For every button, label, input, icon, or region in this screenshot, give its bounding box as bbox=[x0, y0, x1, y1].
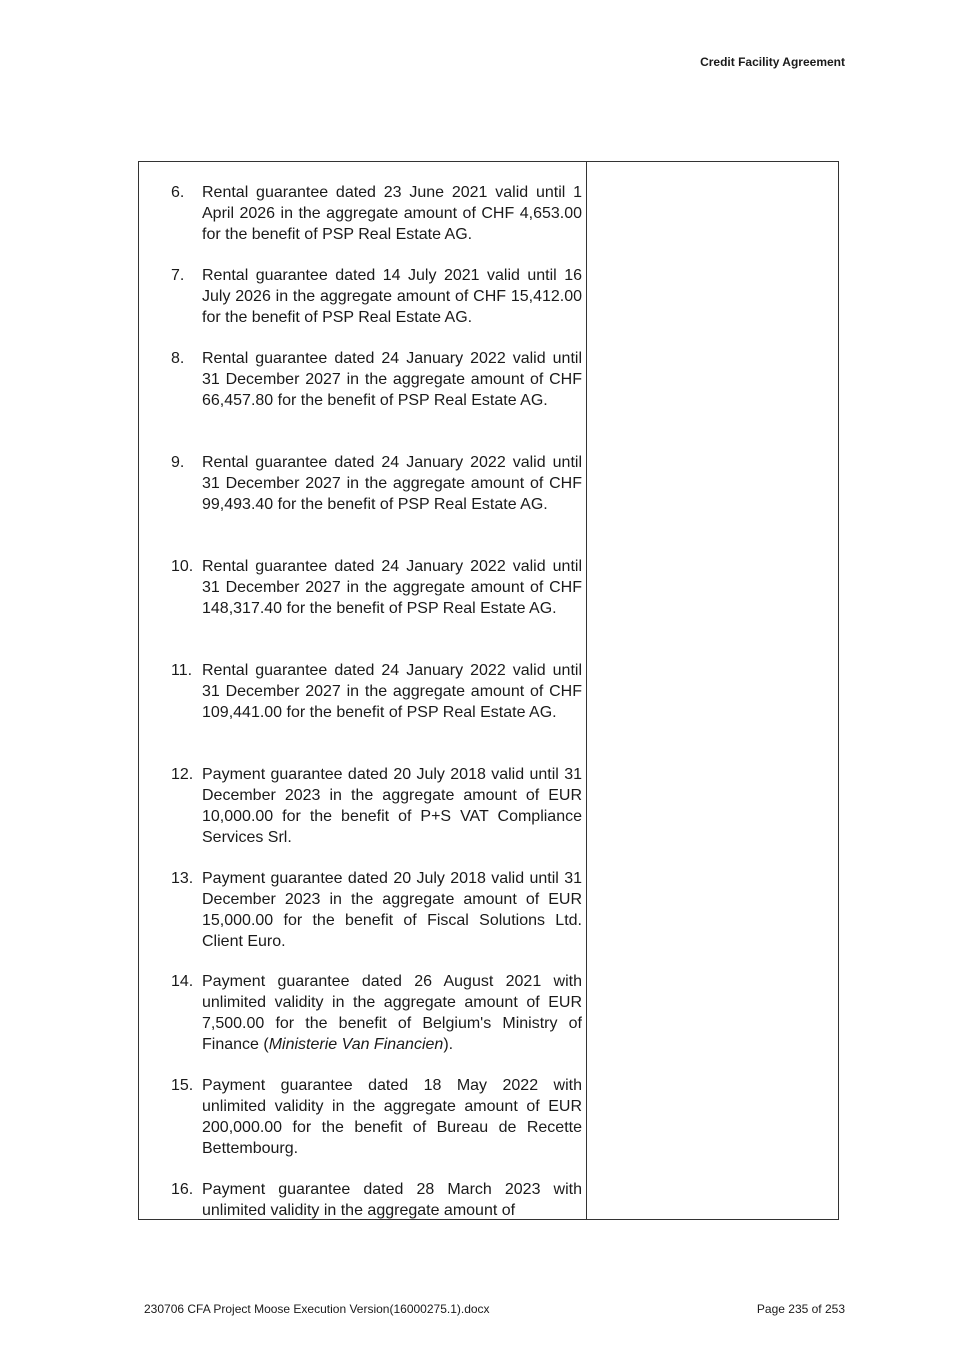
item-text-part: ). bbox=[443, 1036, 454, 1053]
footer-page-number: Page 235 of 253 bbox=[756, 1302, 845, 1316]
item-number: 12. bbox=[171, 766, 194, 783]
item-number: 9. bbox=[171, 454, 185, 471]
item-text: Payment guarantee dated 20 July 2018 valid until 31 December 2023 in the aggregate amount of EUR 10,000.00 for the benefit of P+S VAT Compliance Services Srl. bbox=[202, 766, 582, 846]
list-item bbox=[171, 660, 583, 723]
footer-filename: 230706 CFA Project Moose Execution Version(16000275.1).docx bbox=[144, 1302, 490, 1316]
item-number: 11. bbox=[171, 662, 193, 679]
document-header-title: Credit Facility Agreement bbox=[700, 55, 845, 69]
item-text: Payment guarantee dated 20 July 2018 valid until 31 December 2023 in the aggregate amount of EUR 15,000.00 for the benefit of Fiscal Solutions Ltd. Client Euro. bbox=[202, 870, 582, 950]
item-text: Payment guarantee dated 28 March 2023 with unlimited validity in the aggregate amount of bbox=[202, 1181, 582, 1219]
guarantee-table bbox=[138, 161, 839, 1220]
table-column-left bbox=[139, 162, 587, 1219]
list-item bbox=[171, 348, 583, 411]
item-number: 15. bbox=[171, 1077, 194, 1094]
item-text: Rental guarantee dated 24 January 2022 valid until 31 December 2027 in the aggregate amount of CHF 148,317.40 for the benefit of PSP Real Estate AG. bbox=[202, 558, 582, 617]
item-text: Rental guarantee dated 24 January 2022 valid until 31 December 2027 in the aggregate amount of CHF 66,457.80 for the benefit of PSP Real Estate AG. bbox=[202, 350, 582, 409]
list-item bbox=[171, 452, 583, 515]
item-text: Rental guarantee dated 14 July 2021 valid until 16 July 2026 in the aggregate amount of CHF 15,412.00 for the benefit of PSP Real Estate AG. bbox=[202, 267, 582, 326]
item-text-part: Payment guarantee dated 26 August 2021 with unlimited validity in the aggregate amount of EUR 7,500.00 for the benefit of Belgium's Ministry of Finance ( bbox=[202, 973, 582, 1053]
list-item bbox=[171, 1075, 583, 1159]
item-number: 13. bbox=[171, 870, 194, 887]
table-column-right bbox=[587, 162, 838, 1219]
item-number: 16. bbox=[171, 1181, 194, 1198]
list-item bbox=[171, 1179, 583, 1219]
item-number: 6. bbox=[171, 184, 185, 201]
list-item bbox=[171, 556, 583, 619]
list-item bbox=[171, 265, 583, 328]
item-text: Payment guarantee dated 18 May 2022 with unlimited validity in the aggregate amount of EUR 200,000.00 for the benefit of Bureau de Recette Bettembourg. bbox=[202, 1077, 582, 1157]
item-number: 8. bbox=[171, 350, 185, 367]
list-item bbox=[171, 182, 583, 245]
item-number: 7. bbox=[171, 267, 185, 284]
list-item bbox=[171, 971, 583, 1055]
list-item bbox=[171, 764, 583, 848]
item-number: 10. bbox=[171, 558, 194, 575]
list-item bbox=[171, 868, 583, 952]
item-text: Rental guarantee dated 24 January 2022 valid until 31 December 2027 in the aggregate amount of CHF 109,441.00 for the benefit of PSP Real Estate AG. bbox=[202, 662, 582, 721]
item-number: 14. bbox=[171, 973, 194, 990]
item-text: Rental guarantee dated 24 January 2022 valid until 31 December 2027 in the aggregate amount of CHF 99,493.40 for the benefit of PSP Real Estate AG. bbox=[202, 454, 582, 513]
item-text bbox=[202, 971, 582, 1055]
item-text-italic: Ministerie Van Financien bbox=[268, 1036, 444, 1053]
item-text: Rental guarantee dated 23 June 2021 valid until 1 April 2026 in the aggregate amount of CHF 4,653.00 for the benefit of PSP Real Estate AG. bbox=[202, 184, 582, 243]
